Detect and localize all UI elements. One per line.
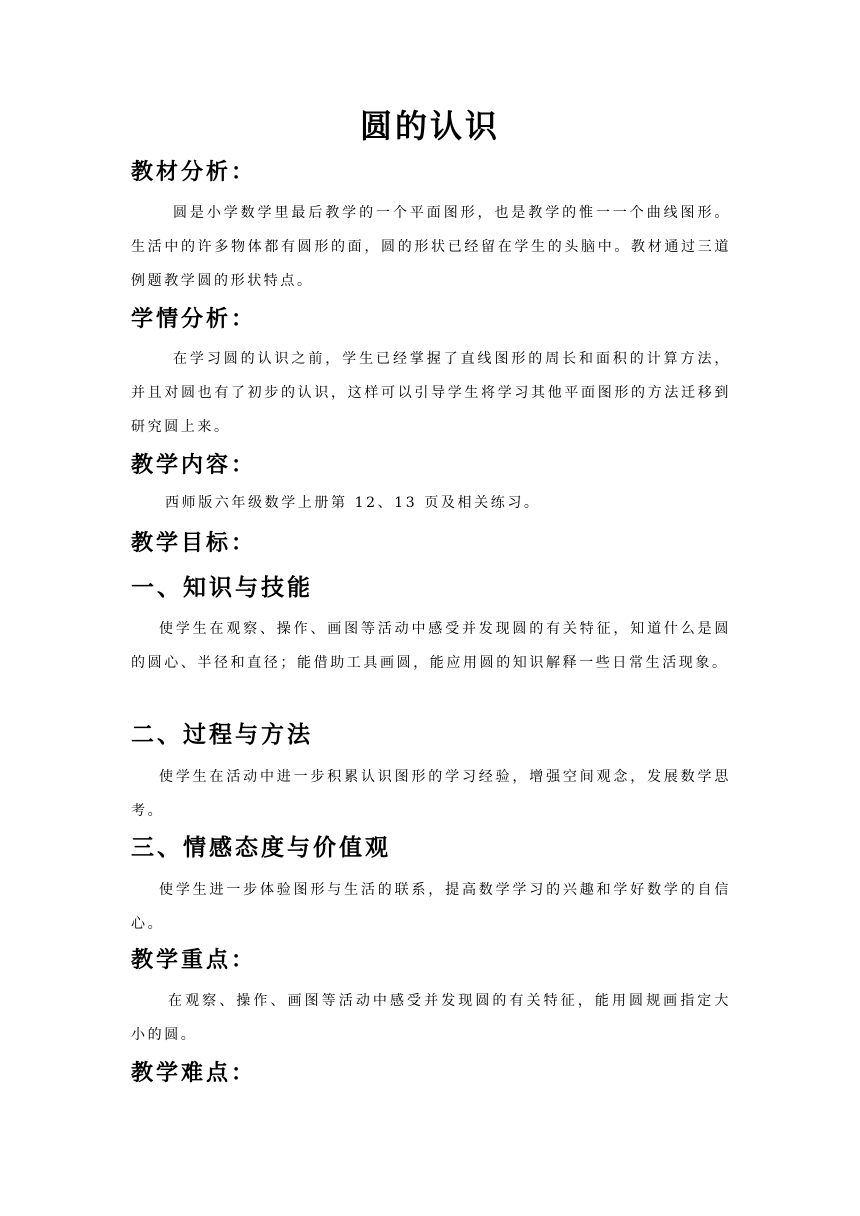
paragraph-student-analysis: 在学习圆的认识之前，学生已经掌握了直线图形的周长和面积的计算方法，并且对圆也有了初步的认识，这样可以引导学生将学习其他平面图形的方法迁移到研究圆上来。 bbox=[131, 351, 731, 435]
paragraph-emotion-values: 使学生进一步体验图形与生活的联系，提高数学学习的兴趣和学好数学的自信心。 bbox=[131, 882, 731, 932]
heading-emotion-values: 三、情感态度与价值观 bbox=[131, 835, 391, 861]
paragraph-teaching-content: 西师版六年级数学上册第 12、13 页及相关练习。 bbox=[165, 495, 541, 511]
heading-knowledge-skills: 一、知识与技能 bbox=[131, 575, 313, 601]
heading-process-methods: 二、过程与方法 bbox=[131, 722, 313, 748]
heading-student-analysis: 学情分析： bbox=[131, 307, 257, 332]
heading-teaching-content: 教学内容： bbox=[131, 453, 257, 478]
paragraph-knowledge-skills: 使学生在观察、操作、画图等活动中感受并发现圆的有关特征，知道什么是圆的圆心、半径和直径；能借助工具画圆，能应用圆的知识解释一些日常生活现象。 bbox=[131, 621, 731, 671]
paragraph-textbook-analysis: 圆是小学数学里最后教学的一个平面图形，也是教学的惟一一个曲线图形。生活中的许多物体都有圆形的面，圆的形状已经留在学生的头脑中。教材通过三道例题教学圆的形状特点。 bbox=[131, 205, 731, 289]
document-title: 圆的认识 bbox=[359, 107, 500, 145]
paragraph-teaching-focus: 在观察、操作、画图等活动中感受并发现圆的有关特征，能用圆规画指定大小的圆。 bbox=[131, 993, 731, 1043]
heading-teaching-objectives: 教学目标： bbox=[131, 531, 257, 556]
heading-teaching-difficulty: 教学难点： bbox=[131, 1061, 257, 1086]
heading-textbook-analysis: 教材分析： bbox=[131, 160, 257, 185]
heading-teaching-focus: 教学重点： bbox=[131, 948, 257, 973]
paragraph-process-methods: 使学生在活动中进一步积累认识图形的学习经验，增强空间观念，发展数学思考。 bbox=[131, 769, 731, 819]
